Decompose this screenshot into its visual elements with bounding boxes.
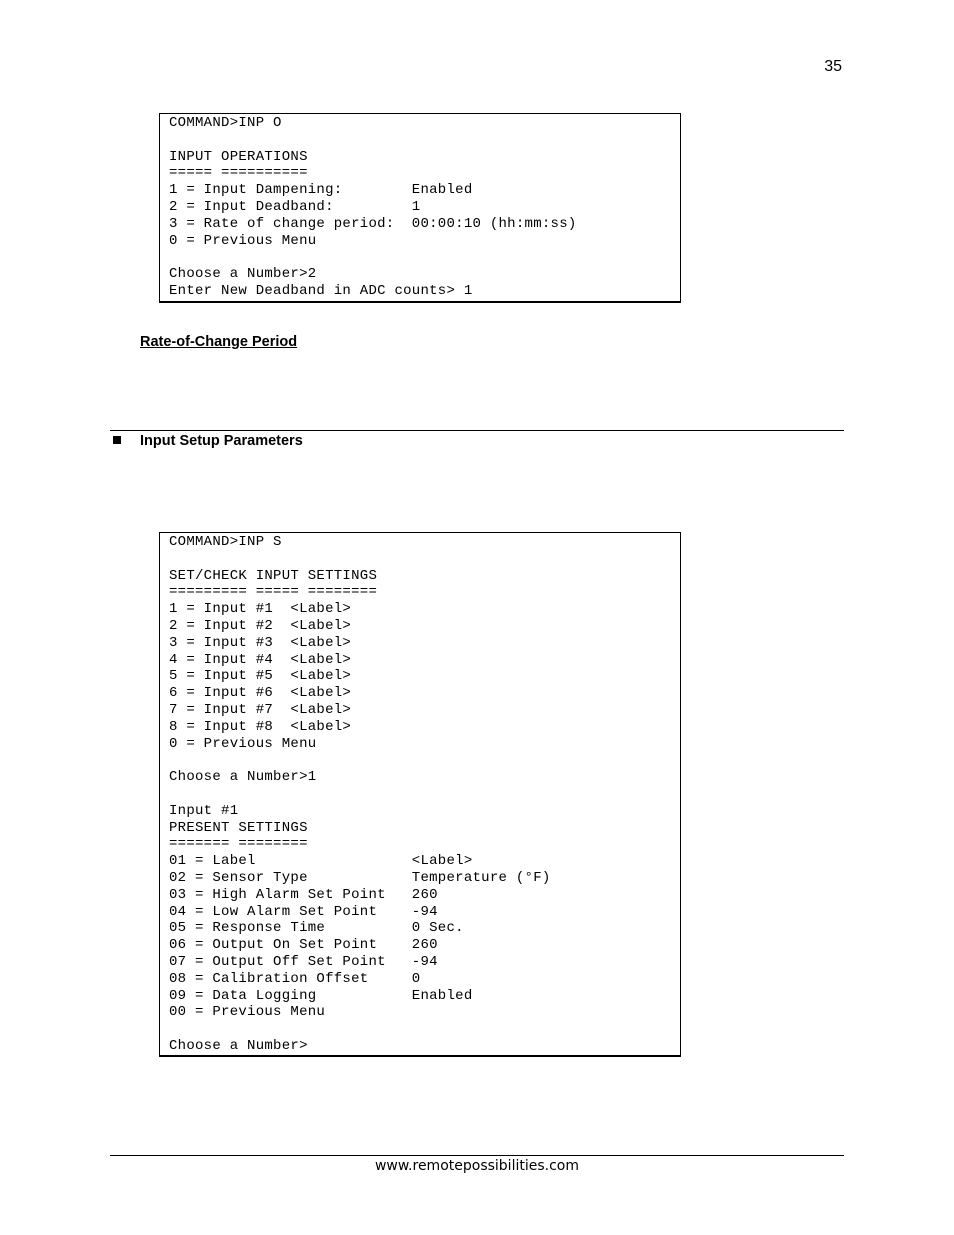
- input-settings-line: 04 = Low Alarm Set Point -94: [169, 903, 438, 920]
- input-operations-line: ===== ==========: [169, 165, 308, 182]
- input-operations-line: INPUT OPERATIONS: [169, 148, 308, 165]
- input-settings-line: ======= ========: [169, 836, 308, 853]
- terminal-input-settings: [159, 532, 681, 1057]
- section-heading-text: Input Setup Parameters: [140, 433, 303, 449]
- page-number: 35: [824, 58, 842, 75]
- input-settings-line: 1 = Input #1 <Label>: [169, 601, 352, 618]
- input-settings-line: ========= ===== ========: [169, 584, 378, 601]
- input-settings-line: 09 = Data Logging Enabled: [169, 987, 473, 1004]
- input-settings-line: SET/CHECK INPUT SETTINGS: [169, 567, 378, 584]
- input-settings-line: 00 = Previous Menu: [169, 1004, 326, 1021]
- section-divider: [110, 430, 844, 431]
- input-operations-line: 3 = Rate of change period: 00:00:10 (hh:mm:ss): [169, 215, 577, 232]
- input-settings-line: 6 = Input #6 <Label>: [169, 685, 352, 702]
- input-operations-line: 0 = Previous Menu: [169, 232, 317, 249]
- input-settings-line: Choose a Number>: [169, 1037, 308, 1054]
- input-settings-line: PRESENT SETTINGS: [169, 819, 308, 836]
- section-heading: [113, 433, 303, 449]
- input-settings-line: 7 = Input #7 <Label>: [169, 701, 352, 718]
- input-settings-line: 5 = Input #5 <Label>: [169, 668, 352, 685]
- input-operations-line: 1 = Input Dampening: Enabled: [169, 182, 473, 199]
- terminal-input-settings-text: [169, 534, 680, 1055]
- input-operations-line: COMMAND>INP O: [169, 115, 282, 131]
- input-settings-line: Input #1: [169, 802, 239, 819]
- input-operations-line: Enter New Deadband in ADC counts> 1: [169, 282, 473, 299]
- input-settings-line: 08 = Calibration Offset 0: [169, 970, 421, 987]
- input-settings-line: 8 = Input #8 <Label>: [169, 718, 352, 735]
- input-settings-line: 05 = Response Time 0 Sec.: [169, 920, 464, 937]
- input-operations-line: 2 = Input Deadband: 1: [169, 198, 421, 215]
- input-settings-line: 06 = Output On Set Point 260: [169, 937, 438, 954]
- input-settings-line: 01 = Label <Label>: [169, 853, 473, 870]
- input-settings-line: 0 = Previous Menu: [169, 735, 317, 752]
- input-settings-line: 3 = Input #3 <Label>: [169, 634, 352, 651]
- input-settings-line: COMMAND>INP S: [169, 534, 282, 550]
- input-settings-line: 02 = Sensor Type Temperature (°F): [169, 869, 551, 886]
- footer-url: www.remotepossibilities.com: [374, 1158, 579, 1174]
- terminal-input-operations-text: [169, 115, 680, 300]
- input-settings-line: 07 = Output Off Set Point -94: [169, 953, 438, 970]
- footer-divider: [110, 1155, 844, 1156]
- input-settings-line: 4 = Input #4 <Label>: [169, 651, 352, 668]
- square-bullet-icon: [113, 436, 121, 444]
- input-settings-line: 2 = Input #2 <Label>: [169, 617, 352, 634]
- terminal-input-operations: [159, 113, 681, 303]
- input-settings-line: 03 = High Alarm Set Point 260: [169, 886, 438, 903]
- input-operations-line: Choose a Number>2: [169, 266, 317, 283]
- subheading-rate-of-change-period: Rate-of-Change Period: [140, 334, 298, 350]
- input-settings-line: Choose a Number>1: [169, 769, 317, 786]
